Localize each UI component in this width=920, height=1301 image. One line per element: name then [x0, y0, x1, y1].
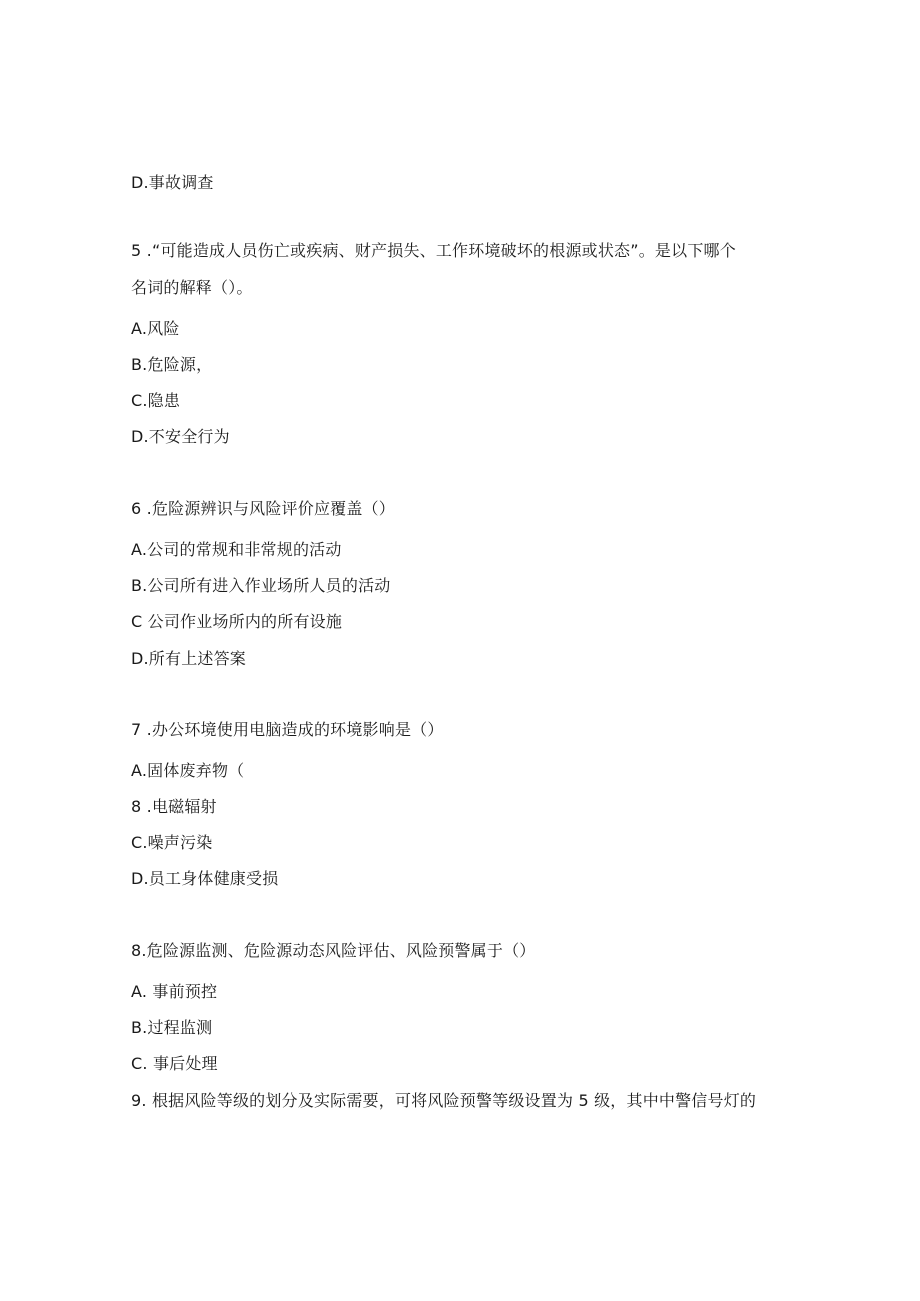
option-b-q6: B.公司所有进入作业场所人员的活动 [131, 576, 391, 595]
option-a-q5: A.风险 [131, 319, 180, 338]
question-6: 6 .危险源辨识与风险评价应覆盖（） [131, 499, 395, 518]
question-9: 9. 根据风险等级的划分及实际需要，可将风险预警等级设置为 5 级，其中中警信号灯的 [131, 1091, 757, 1110]
option-c-q6: C 公司作业场所内的所有设施 [131, 612, 343, 631]
option-b-q8: B.过程监测 [131, 1018, 213, 1037]
option-b-q5: B.危险源， [131, 355, 213, 374]
option-c-q8: C. 事后处理 [131, 1054, 218, 1073]
option-d-q7: D.员工身体健康受损 [131, 869, 279, 888]
question-5-line-2: 名词的解释（）。 [131, 278, 253, 297]
option-b-q7: 8 .电磁辐射 [131, 797, 217, 816]
option-d-q6: D.所有上述答案 [131, 649, 247, 668]
option-d-q5: D.不安全行为 [131, 427, 230, 446]
question-8: 8.危险源监测、危险源动态风险评估、风险预警属于（） [131, 941, 536, 960]
option-d-q4: D.事故调查 [131, 173, 214, 192]
option-a-q7: A.固体废弃物（ [131, 761, 245, 780]
question-5-line-1: 5 .“可能造成人员伤亡或疾病、财产损失、工作环境破坏的根源或状态”。是以下哪个 [131, 241, 736, 260]
option-c-q7: C.噪声污染 [131, 833, 213, 852]
option-a-q8: A. 事前预控 [131, 982, 218, 1001]
question-7: 7 .办公环境使用电脑造成的环境影响是（） [131, 720, 444, 739]
option-a-q6: A.公司的常规和非常规的活动 [131, 540, 342, 559]
option-c-q5: C.隐患 [131, 391, 181, 410]
